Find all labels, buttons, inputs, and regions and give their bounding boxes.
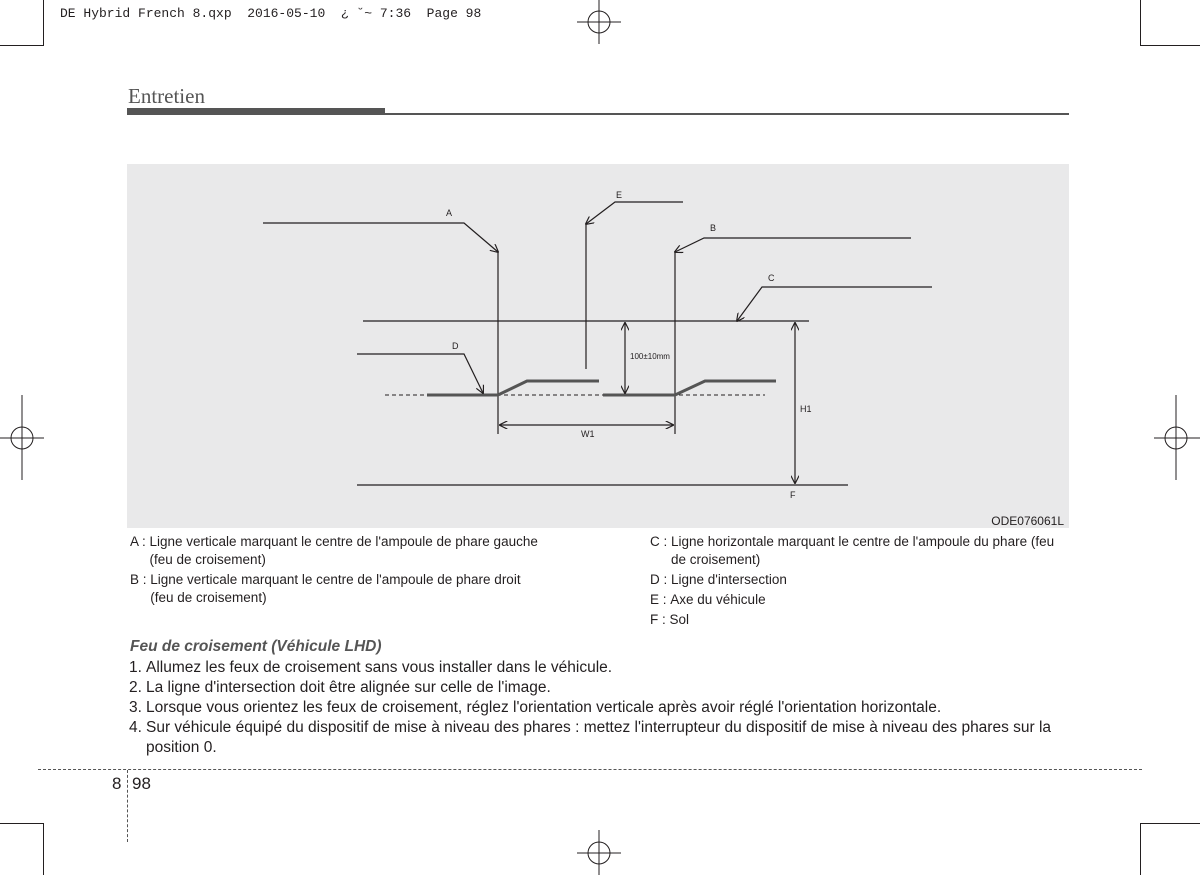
registration-mark-top bbox=[573, 0, 625, 45]
label-h1: H1 bbox=[800, 404, 812, 414]
legend-text: Ligne verticale marquant le centre de l'ampoule de phare gauche (feu de croisement) bbox=[149, 534, 538, 567]
step-item bbox=[129, 718, 1089, 758]
leader-d bbox=[357, 354, 483, 393]
legend-label: D : bbox=[650, 572, 672, 587]
crop-mark bbox=[43, 0, 44, 45]
leader-e bbox=[586, 202, 683, 224]
step-item bbox=[129, 678, 1089, 698]
label-c: C bbox=[768, 273, 775, 283]
steps-list bbox=[129, 658, 1089, 758]
headlamp-aiming-figure bbox=[127, 164, 1069, 528]
legend-text: Ligne d'intersection bbox=[671, 572, 787, 587]
step-number: 3. bbox=[129, 699, 142, 716]
registration-mark-left bbox=[0, 395, 45, 480]
legend-text: Sol bbox=[669, 612, 690, 627]
leader-c bbox=[737, 287, 932, 321]
figure-code: ODE076061L bbox=[991, 514, 1064, 528]
legend-text: Axe du véhicule bbox=[670, 592, 766, 607]
registration-mark-bottom bbox=[573, 830, 625, 875]
label-b: B bbox=[710, 223, 717, 233]
crop-mark bbox=[1140, 823, 1141, 875]
cutoff-line-right bbox=[603, 381, 776, 395]
legend-label: B : bbox=[130, 572, 151, 587]
label-a: A bbox=[446, 208, 453, 218]
label-e: E bbox=[616, 190, 623, 200]
chapter-number: 8 bbox=[112, 774, 122, 793]
step-text: Allumez les feux de croisement sans vous installer dans le véhicule. bbox=[146, 659, 613, 676]
footer-dashed-rule bbox=[38, 769, 1142, 770]
label-100mm: 100±10mm bbox=[630, 352, 670, 361]
crop-mark bbox=[1140, 45, 1200, 46]
legend-label: F : bbox=[650, 612, 670, 627]
label-f: F bbox=[790, 490, 796, 500]
legend-left bbox=[130, 533, 540, 609]
cutoff-line-left bbox=[427, 381, 599, 395]
crop-mark bbox=[43, 823, 44, 875]
crop-mark bbox=[1140, 823, 1200, 824]
legend-item-f bbox=[650, 611, 1070, 629]
legend-label: A : bbox=[130, 534, 150, 549]
footer-vertical-dash bbox=[127, 770, 128, 842]
step-text: La ligne d'intersection doit être alignée sur celle de l'image. bbox=[146, 679, 551, 696]
legend-item-d bbox=[650, 571, 1070, 589]
legend-item-c bbox=[650, 533, 1070, 569]
legend-item-e bbox=[650, 591, 1070, 609]
step-number: 1. bbox=[129, 659, 142, 676]
label-w1: W1 bbox=[581, 429, 595, 439]
step-number: 4. bbox=[129, 719, 142, 736]
page-number: 98 bbox=[132, 774, 151, 793]
print-slug: DE Hybrid French 8.qxp 2016-05-10 ¿ ˘~ 7:36 Page 98 bbox=[60, 6, 482, 21]
legend-text: Ligne verticale marquant le centre de l'ampoule de phare droit (feu de croisement) bbox=[150, 572, 521, 605]
registration-mark-right bbox=[1150, 395, 1200, 480]
legend-right bbox=[650, 533, 1070, 631]
header-rule-thin bbox=[385, 113, 1069, 115]
legend-item-a bbox=[130, 533, 540, 569]
step-text: Sur véhicule équipé du dispositif de mise à niveau des phares : mettez l'interrupteur du dispositif de mise à niveau des phares sur la position 0. bbox=[146, 719, 1052, 756]
crop-mark bbox=[0, 823, 44, 824]
leader-a bbox=[263, 223, 498, 252]
legend-text: Ligne horizontale marquant le centre de l'ampoule du phare (feu de croisement) bbox=[671, 534, 1055, 567]
crop-mark bbox=[1140, 0, 1141, 45]
step-item bbox=[129, 658, 1089, 678]
crop-mark bbox=[0, 45, 44, 46]
aiming-diagram bbox=[127, 164, 1069, 528]
legend-label: C : bbox=[650, 534, 672, 549]
header-rule-thick bbox=[127, 108, 385, 115]
step-item bbox=[129, 698, 1089, 718]
step-text: Lorsque vous orientez les feux de croisement, réglez l'orientation verticale après avoir réglé l'orientation horizontale. bbox=[146, 699, 942, 716]
label-d: D bbox=[452, 341, 459, 351]
leader-b bbox=[675, 238, 911, 252]
section-title: Feu de croisement (Véhicule LHD) bbox=[130, 638, 382, 655]
legend-label: E : bbox=[650, 592, 671, 607]
chapter-title: Entretien bbox=[128, 84, 205, 108]
legend-item-b bbox=[130, 571, 540, 607]
step-number: 2. bbox=[129, 679, 142, 696]
